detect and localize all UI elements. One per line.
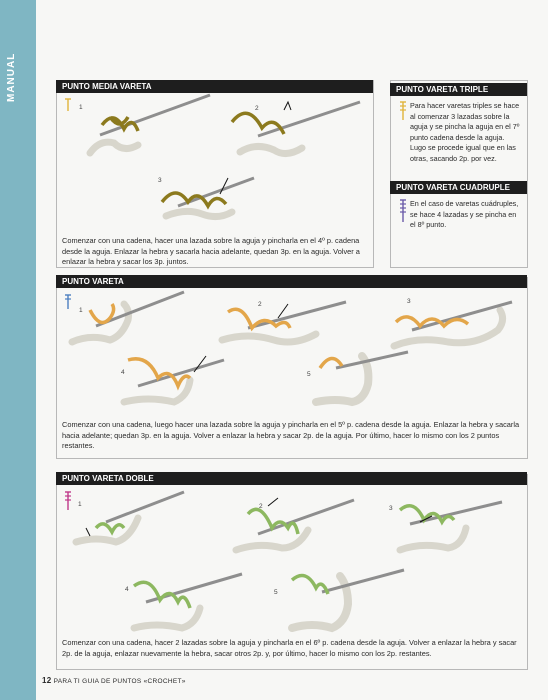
vareta-illustration-4 (118, 350, 230, 414)
vareta-doble-caption: Comenzar con una cadena, hacer 2 lazadas sobre la aguja y pincharla en el 6º p. cadena desde la aguja. Volver a enlazar la hebra y sacar 2p. de la aguja, enlazar nuevamente la hebra, sacar otros 2p. y, por último, hacer lo mismo con los 2p. restantes. (62, 638, 517, 658)
vareta-caption: Comenzar con una cadena, luego hacer una lazada sobre la aguja y pincharla en el 5º p. cadena desde la aguja. Enlazar la hebra y sacarla hacia adelante; quedan 3p. en la aguja. Volver a enlazar la hebra y sacar 2p. de la aguja. Por último, hacer lo mismo con los 2 puntos restantes. (62, 420, 520, 450)
fig-number: 2 (255, 105, 259, 112)
media-vareta-illustration-1 (80, 95, 230, 165)
fig-number: 2 (259, 503, 263, 510)
fig-number: 1 (78, 501, 82, 508)
vareta-illustration-3 (388, 296, 514, 354)
media-vareta-illustration-2 (228, 100, 368, 170)
vareta-doble-illustration-3 (392, 496, 516, 562)
fig-number: 2 (258, 301, 262, 308)
vareta-cuadruple-title: PUNTO VARETA CUADRUPLE (390, 181, 527, 194)
fig-number: 5 (307, 371, 311, 378)
fig-number: 3 (158, 177, 162, 184)
vareta-doble-illustration-2 (228, 494, 356, 560)
vareta-triple-title: PUNTO VARETA TRIPLE (390, 83, 527, 96)
fig-number: 5 (274, 589, 278, 596)
vareta-illustration-2 (218, 298, 348, 354)
needle-yellow-icon (399, 101, 407, 121)
vareta-doble-illustration-5 (282, 566, 408, 638)
media-vareta-illustration-3 (158, 172, 258, 228)
media-vareta-title: PUNTO MEDIA VARETA (56, 80, 373, 93)
vareta-title: PUNTO VARETA (56, 275, 527, 288)
vareta-illustration-5 (306, 348, 410, 414)
fig-number: 4 (125, 586, 129, 593)
fig-number: 4 (121, 369, 125, 376)
vareta-doble-illustration-1 (66, 488, 186, 554)
sidebar-label: MANUAL (6, 52, 17, 102)
page-footer (42, 676, 186, 685)
page-number: 12 (42, 676, 52, 685)
vareta-triple-text: Para hacer varetas triples se hace al comenzar 3 lazadas sobre la aguja y se pincha la aguja en el 7º punto cadena desde la aguja. Lugo se procede igual que en las otras, sacando 2p. por vez. (410, 101, 520, 163)
footer-text: PARA TI GUIA DE PUNTOS «CROCHET» (53, 678, 186, 685)
needle-yellow-icon (64, 98, 72, 112)
fig-number: 3 (389, 505, 393, 512)
media-vareta-caption: Comenzar con una cadena, hacer una lazada sobre la aguja y pincharla en el 4º p. cadena desde la aguja. Enlazar la hebra y sacarla hacia adelante, quedan 3p. en la aguja. Volver a enlazar la hebra y sacar los 3p. juntos. (62, 236, 360, 266)
vareta-doble-title: PUNTO VARETA DOBLE (56, 472, 527, 485)
vareta-cuadruple-text: En el caso de varetas cuádruples, se hace 4 lazadas y se pincha en el 8º punto. (410, 199, 519, 229)
vareta-illustration-1 (66, 290, 186, 354)
fig-number: 1 (79, 104, 83, 111)
sidebar (0, 0, 36, 700)
needle-purple-icon (399, 199, 407, 223)
fig-number: 1 (79, 307, 83, 314)
fig-number: 3 (407, 298, 411, 305)
vareta-doble-illustration-4 (126, 568, 248, 638)
